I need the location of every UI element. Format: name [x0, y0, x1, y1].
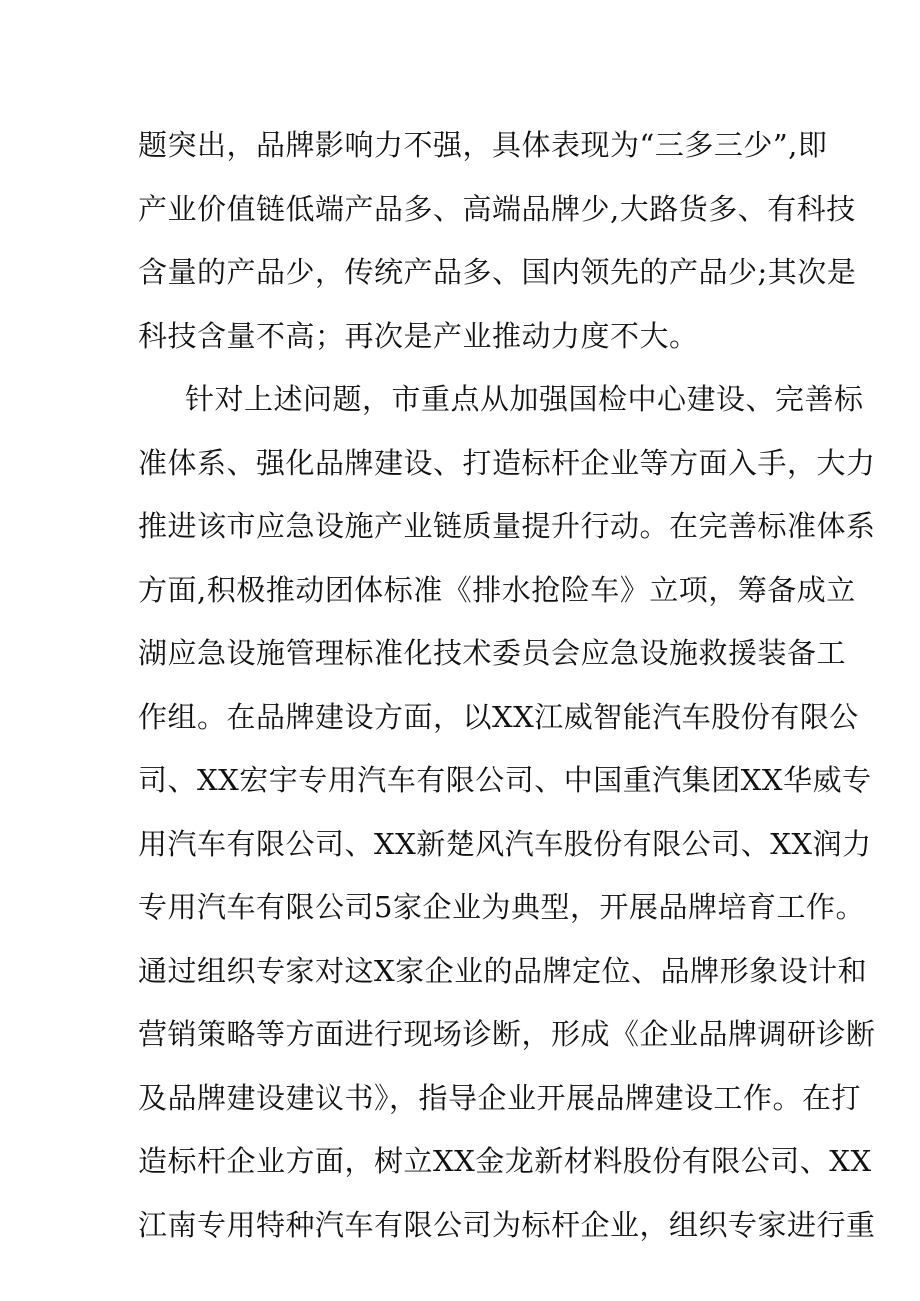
text-line: 江南专用特种汽车有限公司为标杆企业，组织专家进行重: [138, 1208, 876, 1242]
text-line: 准体系、强化品牌建设、打造标杆企业等方面入手，大力: [138, 446, 876, 480]
text-line: 造标杆企业方面，树立XX金龙新材料股份有限公司、XX: [138, 1144, 872, 1178]
text-line: 通过组织专家对这X家企业的品牌定位、品牌形象设计和: [138, 954, 868, 988]
text-line: 科技含量不高；再次是产业推动力度不大。: [138, 319, 699, 353]
text-line: 湖应急设施管理标准化技术委员会应急设施救援装备工: [138, 636, 847, 670]
text-line: 用汽车有限公司、XX新楚风汽车股份有限公司、XX润力: [138, 827, 872, 861]
text-line: 作组。在品牌建设方面，以XX江威智能汽车股份有限公: [138, 700, 859, 734]
paragraph-first-line: 针对上述问题，市重点从加强国检中心建设、完善标: [185, 382, 864, 416]
text-line: 产业价值链低端产品多、高端品牌少,大路货多、有科技: [138, 192, 856, 226]
text-line: 题突出，品牌影响力不强，具体表现为“三多三少”,即: [138, 128, 828, 162]
text-line: 及品牌建设建议书》，指导企业开展品牌建设工作。在打: [138, 1081, 862, 1115]
text-line: 司、XX宏宇专用汽车有限公司、中国重汽集团XX华威专: [138, 763, 872, 797]
text-line: 方面,积极推动团体标准《排水抢险车》立项，筹备成立: [138, 573, 856, 607]
text-line: 推进该市应急设施产业链质量提升行动。在完善标准体系: [138, 509, 876, 543]
text-line: 专用汽车有限公司5家企业为典型，开展品牌培育工作。: [138, 890, 865, 924]
text-line: 含量的产品少，传统产品多、国内领先的产品少;其次是: [138, 255, 857, 289]
text-line: 营销策略等方面进行现场诊断，形成《企业品牌调研诊断: [138, 1017, 876, 1051]
